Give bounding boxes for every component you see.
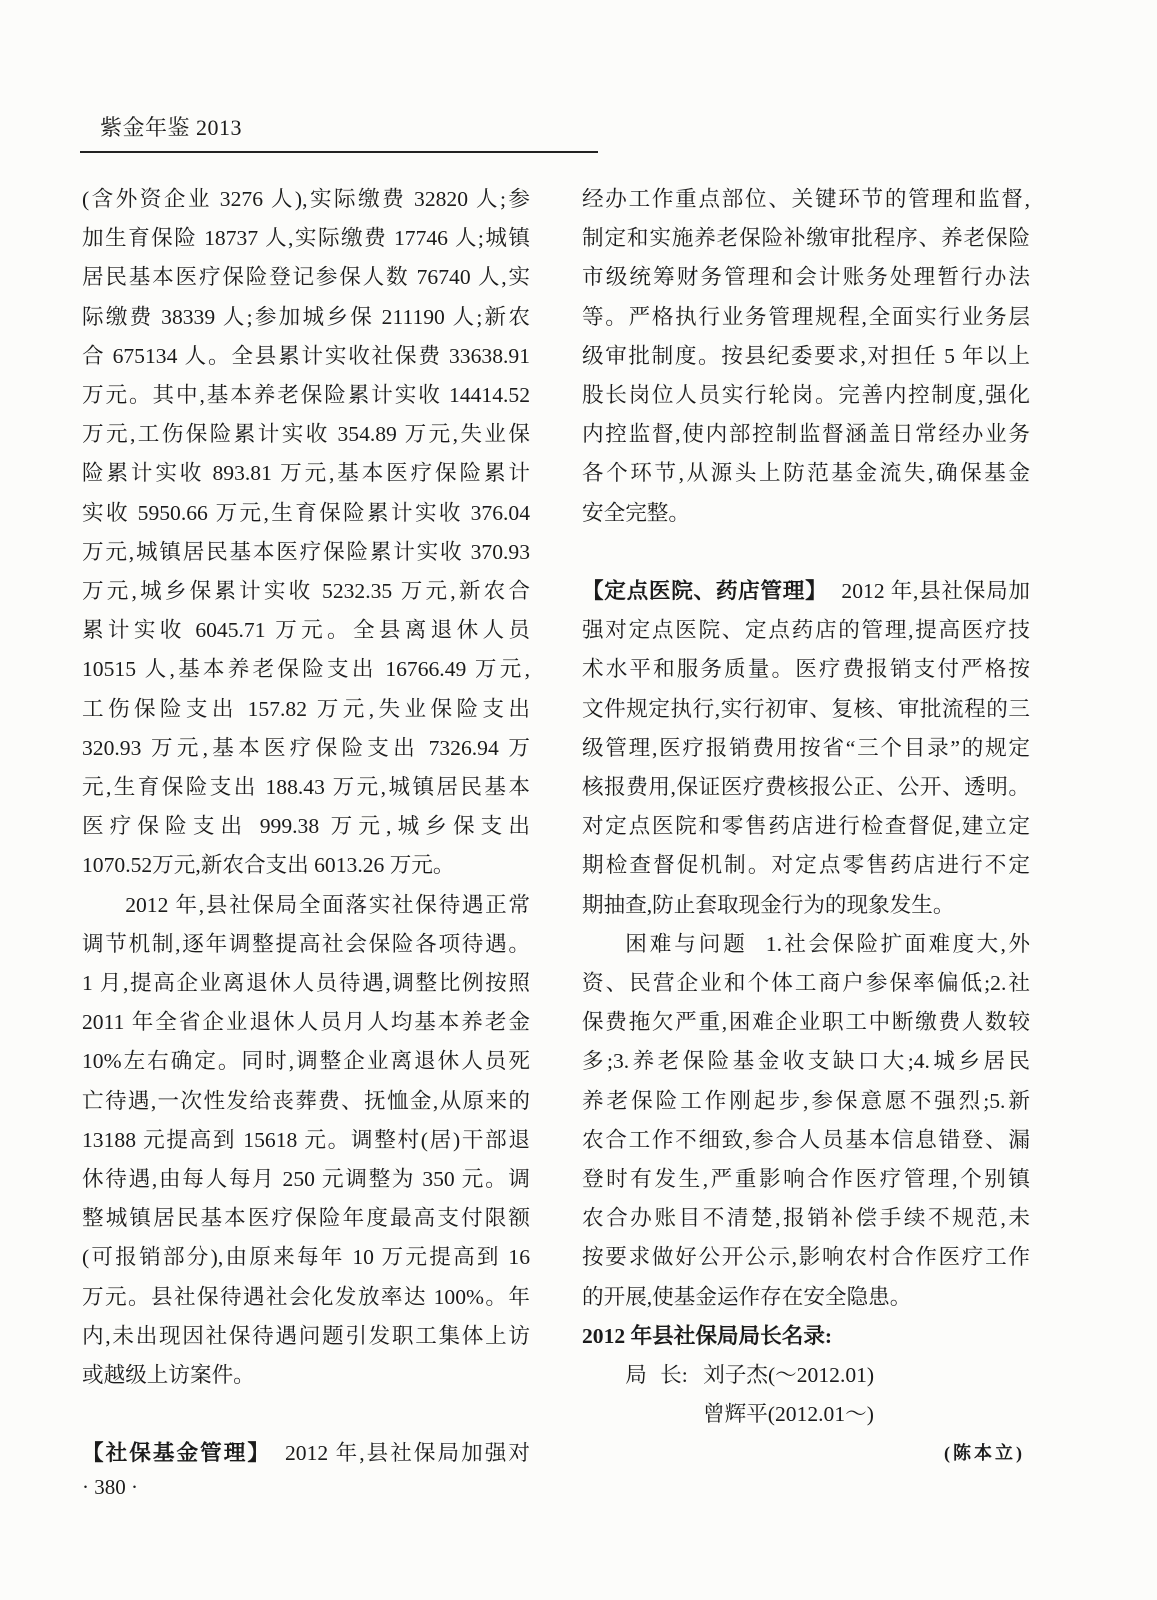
text-line: 1070.52万元,新农合支出 6013.26 万元。 <box>82 853 455 878</box>
text-line: 强对定点医院、定点药店的管理,提高医疗技 <box>582 618 1030 643</box>
text-line: 术水平和服务质量。医疗费报销支付严格按 <box>582 657 1030 682</box>
position-label: 局 长: <box>625 1363 688 1388</box>
text-line: 农合办账目不清楚,报销补偿手续不规范,未 <box>582 1206 1030 1231</box>
text-line: 期抽查,防止套取现金行为的现象发生。 <box>582 892 955 917</box>
section-heading-line <box>582 572 1030 611</box>
text-line: 级审批制度。按县纪委要求,对担任 5 年以上 <box>582 343 1030 368</box>
text-line: 整城镇居民基本医疗保险年度最高支付限额 <box>82 1206 530 1231</box>
paragraph <box>82 180 530 886</box>
text-line: 工伤保险支出 157.82 万元,失业保险支出 <box>82 696 530 721</box>
paragraph <box>582 180 1030 533</box>
text-line: 股长岗位人员实行轮岗。完善内控制度,强化 <box>582 383 1030 408</box>
text-line: 13188 元提高到 15618 元。调整村(居)干部退 <box>82 1127 530 1152</box>
page-header-title: 紫金年鉴 2013 <box>100 115 243 140</box>
text-line: 或越级上访案件。 <box>82 1363 255 1388</box>
text-line: 累计实收 6045.71 万元。全县离退休人员 <box>82 618 530 643</box>
text-run: 2012 年,县社保局加 <box>841 579 1030 604</box>
paragraph <box>582 925 1030 1317</box>
problems-first-line <box>582 925 1030 964</box>
page-number: · 380 · <box>82 1475 138 1499</box>
text-line: 按要求做好公开公示,影响农村合作医疗工作 <box>582 1245 1030 1270</box>
paragraph-gap <box>582 533 1030 572</box>
text-line: 经办工作重点部位、关键环节的管理和监督, <box>582 187 1030 211</box>
directors-title: 2012 年县社保局局长名录: <box>582 1323 833 1348</box>
left-column <box>82 180 530 1474</box>
text-run: 2012 年,县社保局加强对 <box>284 1441 530 1466</box>
text-line: 调节机制,逐年调整提高社会保险各项待遇。 <box>82 931 530 956</box>
text-line: 亡待遇,一次性发给丧葬费、抚恤金,从原来的 <box>82 1088 530 1113</box>
problems-label: 困难与问题 <box>625 931 748 956</box>
header-rule <box>80 151 598 153</box>
paragraph <box>582 572 1030 925</box>
text-line: 320.93 万元,基本医疗保险支出 7326.94 万 <box>82 735 530 760</box>
director-name: 曾辉平(2012.01～) <box>703 1402 874 1427</box>
author-credit: (陈本立) <box>944 1443 1025 1464</box>
text-line: 登时有发生,严重影响合作医疗管理,个别镇 <box>582 1167 1030 1192</box>
text-line: 万元,工伤保险累计实收 354.89 万元,失业保 <box>82 422 530 447</box>
text-line: 保费拖欠严重,困难企业职工中断缴费人数较 <box>582 1010 1030 1035</box>
text-line: 各个环节,从源头上防范基金流失,确保基金 <box>582 461 1030 486</box>
text-line: 的开展,使基金运作存在安全隐患。 <box>582 1284 912 1309</box>
text-line: 核报费用,保证医疗费核报公正、公开、透明。 <box>582 775 1030 800</box>
director-entry <box>582 1356 1030 1395</box>
text-line: 等。严格执行业务管理规程,全面实行业务层 <box>582 304 1030 329</box>
paragraph <box>82 886 530 1396</box>
directors-list <box>582 1317 1030 1435</box>
text-line: 资、民营企业和个体工商户参保率偏低;2.社 <box>582 971 1030 996</box>
text-line: 万元。其中,基本养老保险累计实收 14414.52 <box>82 383 530 408</box>
director-entry <box>582 1395 1030 1434</box>
text-line: 万元,城乡保累计实收 5232.35 万元,新农合 <box>82 579 530 604</box>
text-line: 万元。县社保待遇社会化发放率达 100%。年 <box>82 1284 530 1309</box>
paragraph-gap <box>82 1395 530 1434</box>
text-line: 实收 5950.66 万元,生育保险累计实收 376.04 <box>82 500 530 525</box>
text-line: 2012 年,县社保局全面落实社保待遇正常 <box>125 892 530 917</box>
text-line: 农合工作不细致,参合人员基本信息错登、漏 <box>582 1127 1030 1152</box>
text-line: 加生育保险 18737 人,实际缴费 17746 人;城镇 <box>82 226 530 251</box>
text-line: 10%左右确定。同时,调整企业离退休人员死 <box>82 1049 530 1074</box>
section-heading: 【社保基金管理】 <box>82 1441 271 1466</box>
section-heading: 【定点医院、药店管理】 <box>582 579 828 604</box>
text-line: 市级统筹财务管理和会计账务处理暂行办法 <box>582 265 1030 290</box>
text-line: 养老保险工作刚起步,参保意愿不强烈;5.新 <box>582 1088 1030 1113</box>
text-line: 文件规定执行,实行初审、复核、审批流程的三 <box>582 696 1030 721</box>
text-line: 际缴费 38339 人;参加城乡保 211190 人;新农 <box>82 304 530 329</box>
text-run: 1.社会保险扩面难度大,外 <box>765 931 1030 956</box>
text-line: 多;3.养老保险基金收支缺口大;4.城乡居民 <box>582 1049 1030 1074</box>
text-line: 期检查督促机制。对定点零售药店进行不定 <box>582 853 1030 878</box>
text-line: 级管理,医疗报销费用按省“三个目录”的规定 <box>582 735 1030 760</box>
text-line: 医疗保险支出 999.38 万元,城乡保支出 <box>82 814 530 839</box>
text-line: 对定点医院和零售药店进行检查督促,建立定 <box>582 814 1030 839</box>
text-line: (可报销部分),由原来每年 10 万元提高到 16 <box>82 1245 530 1270</box>
section-heading-line <box>82 1434 530 1473</box>
director-name: 刘子杰(～2012.01) <box>703 1363 875 1388</box>
text-line: 安全完整。 <box>582 500 690 525</box>
right-column <box>582 180 1030 1474</box>
text-line: 休待遇,由每人每月 250 元调整为 350 元。调 <box>82 1167 530 1192</box>
text-line: 制定和实施养老保险补缴审批程序、养老保险 <box>582 226 1030 251</box>
text-line: 元,生育保险支出 188.43 万元,城镇居民基本 <box>82 775 530 800</box>
text-line: (含外资企业 3276 人),实际缴费 32820 人;参 <box>82 187 530 211</box>
text-line: 内,未出现因社保待遇问题引发职工集体上访 <box>82 1323 530 1348</box>
text-line: 合 675134 人。全县累计实收社保费 33638.91 <box>82 343 530 368</box>
text-line: 险累计实收 893.81 万元,基本医疗保险累计 <box>82 461 530 486</box>
text-line: 10515 人,基本养老保险支出 16766.49 万元, <box>82 657 530 682</box>
text-line: 万元,城镇居民基本医疗保险累计实收 370.93 <box>82 539 530 564</box>
text-line: 内控监督,使内部控制监督涵盖日常经办业务 <box>582 422 1030 447</box>
text-line: 2011 年全省企业退休人员月人均基本养老金 <box>82 1010 530 1035</box>
text-line: 居民基本医疗保险登记参保人数 76740 人,实 <box>82 265 530 290</box>
text-line: 1 月,提高企业离退休人员待遇,调整比例按照 <box>82 971 530 996</box>
